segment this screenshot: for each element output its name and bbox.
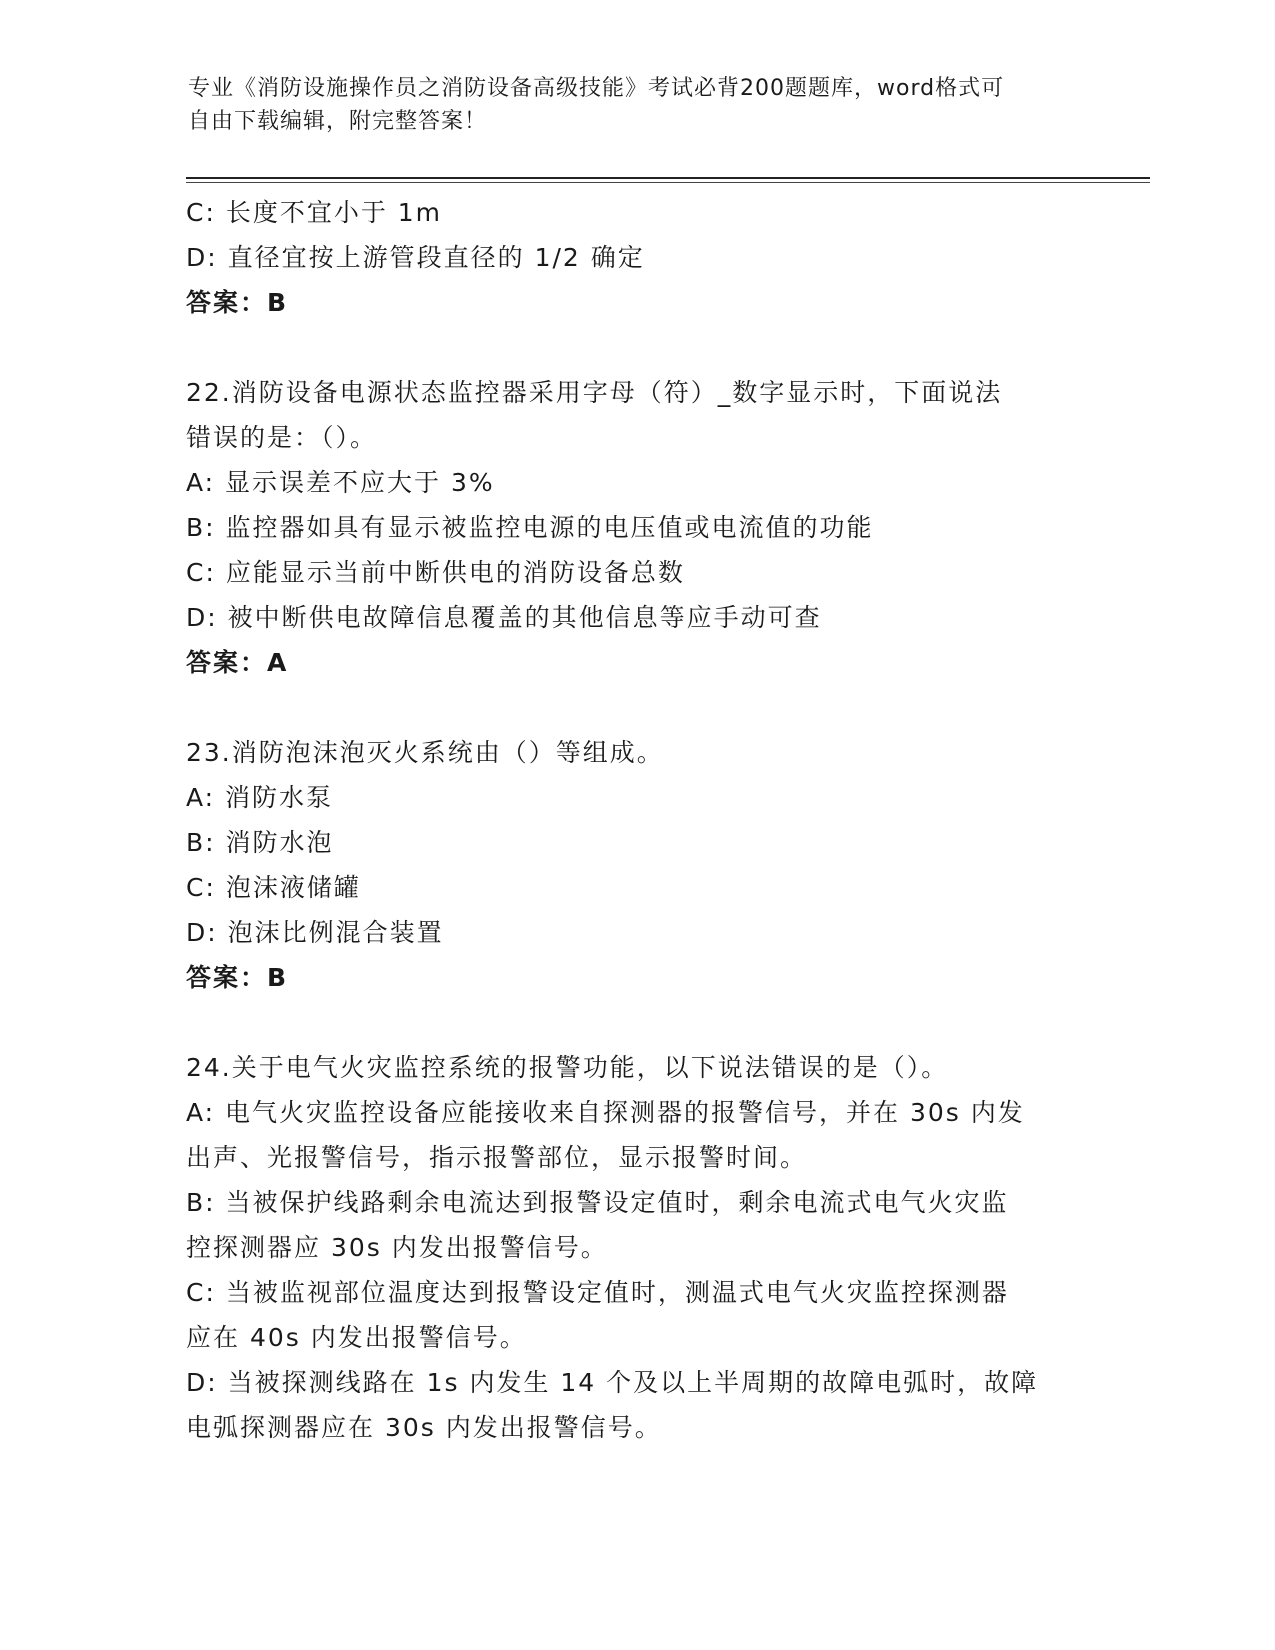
header-rule-thick [186,177,1150,179]
answer: 答案：A [186,648,289,677]
question-stem: 22.消防设备电源状态监控器采用字母（符）_数字显示时，下面说法 [186,378,1003,407]
spacer [186,685,1086,730]
question-22 [186,370,1086,685]
answer: 答案：B [186,288,289,317]
header-line-2: 自由下载编辑，附完整答案！ [188,109,488,134]
spacer [186,1000,1086,1045]
spacer [186,325,1086,370]
option-a-continued: 出声、光报警信号，指示报警部位，显示报警时间。 [186,1143,808,1172]
option-d: D: 当被探测线路在 1s 内发生 14 个及以上半周期的故障电弧时，故障 [186,1368,1039,1397]
question-23 [186,730,1086,1000]
option-c: C: 当被监视部位温度达到报警设定值时，测温式电气火灾监控探测器 [186,1278,1009,1307]
question-stem-continued: 错误的是：（）。 [186,423,378,452]
option-b: B: 监控器如具有显示被监控电源的电压值或电流值的功能 [186,513,874,542]
option-c: C: 应能显示当前中断供电的消防设备总数 [186,558,685,587]
option-a: A: 显示误差不应大于 3% [186,468,495,497]
option-d: D: 泡沫比例混合装置 [186,918,444,947]
question-stem: 23.消防泡沫泡灭火系统由（）等组成。 [186,738,664,767]
option-c: C: 泡沫液储罐 [186,873,361,902]
option-c-continued: 应在 40s 内发出报警信号。 [186,1323,527,1352]
header-line-1: 专业《消防设施操作员之消防设备高级技能》考试必背200题题库，word格式可 [188,76,1005,101]
header-rule-thin [186,182,1150,183]
question-stem: 24.关于电气火灾监控系统的报警功能，以下说法错误的是（）。 [186,1053,949,1082]
document-body [186,190,1086,1450]
document-header [188,72,1068,138]
option-a: A: 消防水泵 [186,783,334,812]
option-d: D: 直径宜按上游管段直径的 1/2 确定 [186,243,645,272]
option-b: B: 消防水泡 [186,828,334,857]
option-d-continued: 电弧探测器应在 30s 内发出报警信号。 [186,1413,662,1442]
option-a: A: 电气火灾监控设备应能接收来自探测器的报警信号，并在 30s 内发 [186,1098,1025,1127]
question-24 [186,1045,1086,1450]
answer: 答案：B [186,963,289,992]
option-d: D: 被中断供电故障信息覆盖的其他信息等应手动可查 [186,603,822,632]
question-21-tail [186,190,1086,325]
option-b: B: 当被保护线路剩余电流达到报警设定值时，剩余电流式电气火灾监 [186,1188,1009,1217]
option-b-continued: 控探测器应 30s 内发出报警信号。 [186,1233,608,1262]
option-c: C: 长度不宜小于 1m [186,198,443,227]
